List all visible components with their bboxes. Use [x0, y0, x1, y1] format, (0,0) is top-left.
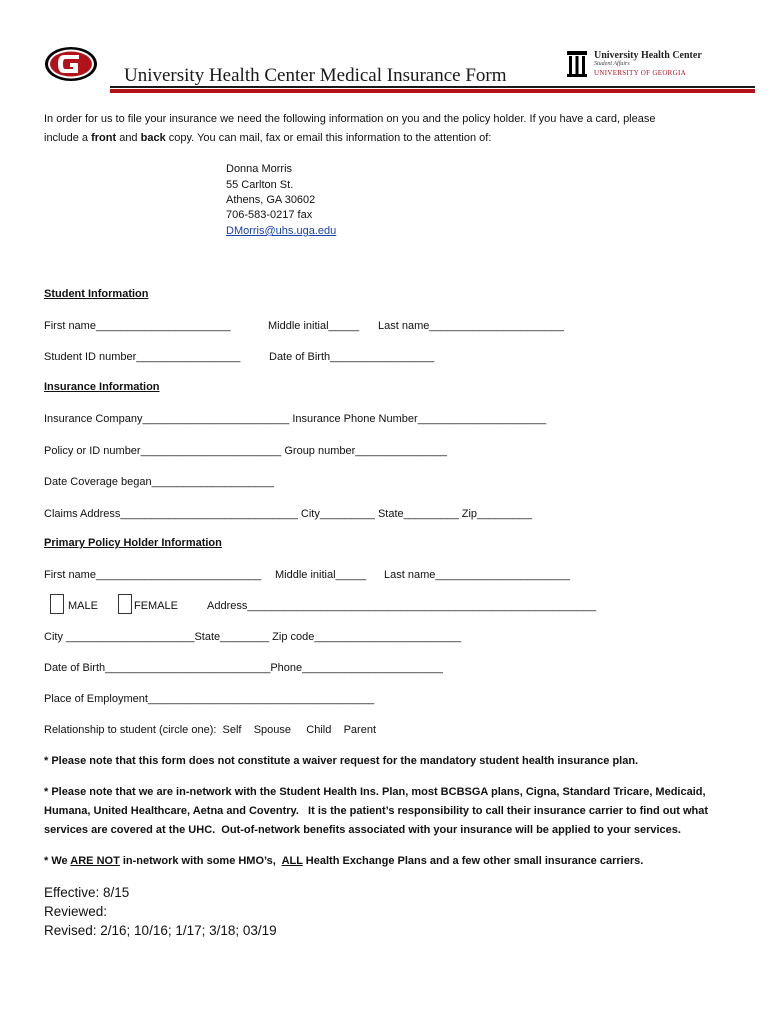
coverage-date-field[interactable]: Date Coverage began____________________: [44, 476, 274, 488]
title-rule-red: [110, 89, 755, 93]
note-text: Health Exchange Plans and a few other small insurance carriers.: [302, 855, 644, 867]
title-rule-black: [110, 86, 755, 88]
contact-street: 55 Carlton St.: [226, 179, 294, 191]
note-text: * We: [44, 855, 71, 867]
contact-email-link[interactable]: DMorris@uhs.uga.edu: [226, 225, 337, 237]
revised-dates: Revised: 2/16; 10/16; 1/17; 3/18; 03/19: [44, 923, 277, 938]
policy-number-field[interactable]: Policy or ID number_______________________ Group number_______________: [44, 445, 448, 457]
intro-back: back: [140, 132, 166, 144]
student-dob-field[interactable]: Date of Birth_________________: [269, 351, 435, 363]
insurance-info-heading: Insurance Information: [44, 381, 160, 393]
student-first-name-field[interactable]: First name______________________: [44, 320, 231, 332]
holder-dob-phone-field[interactable]: Date of Birth___________________________Phone_______________________: [44, 662, 443, 674]
network-note-line-1: * Please note that we are in-network with the Student Health Ins. Plan, most BCBSGA plans, Cigna, Standard Tricare, Medicaid,: [44, 786, 706, 798]
holder-address-field[interactable]: Address_________________________________________________________: [207, 600, 597, 612]
network-note-line-3: services are covered at the UHC. Out-of-network benefits associated with your insurance will be applied to your services.: [44, 824, 681, 836]
uhc-logo-subtitle: Student Affairs: [594, 61, 630, 67]
intro-text: and: [116, 132, 141, 144]
contact-fax: 706-583-0217 fax: [226, 209, 313, 221]
holder-city-state-zip-field[interactable]: City _____________________State________ Zip code________________________: [44, 631, 462, 643]
holder-last-name-field[interactable]: Last name______________________: [384, 569, 570, 581]
note-all: ALL: [281, 855, 303, 867]
student-info-heading: Student Information: [44, 288, 149, 300]
waiver-note: * Please note that this form does not constitute a waiver request for the mandatory student health insurance plan.: [44, 755, 639, 767]
intro-text: include a: [44, 132, 92, 144]
student-middle-initial-field[interactable]: Middle initial_____: [268, 320, 360, 332]
intro-text: copy. You can mail, fax or email this information to the attention of:: [165, 132, 492, 144]
uga-wordmark: UNIVERSITY OF GEORGIA: [594, 69, 686, 77]
policy-holder-heading: Primary Policy Holder Information: [44, 537, 222, 549]
holder-first-name-field[interactable]: First name___________________________: [44, 569, 262, 581]
student-id-field[interactable]: Student ID number_________________: [44, 351, 241, 363]
male-label: MALE: [68, 600, 98, 612]
intro-line-2: [44, 131, 491, 146]
intro-front: front: [91, 132, 117, 144]
female-checkbox[interactable]: [118, 594, 132, 614]
claims-address-field[interactable]: Claims Address_____________________________ City_________ State_________ Zip_________: [44, 508, 533, 520]
page-title: University Health Center Medical Insurance Form: [124, 65, 507, 86]
out-of-network-note: [44, 853, 643, 869]
holder-employment-field[interactable]: Place of Employment_____________________________________: [44, 693, 375, 705]
relationship-selector[interactable]: Relationship to student (circle one): Self Spouse Child Parent: [44, 724, 377, 736]
male-checkbox[interactable]: [50, 594, 64, 614]
uga-g-logo: [44, 46, 98, 82]
intro-line-1: In order for us to file your insurance we need the following information on you and the policy holder. If you have a card, please: [44, 113, 656, 125]
note-are-not: ARE NOT: [70, 855, 120, 867]
holder-middle-initial-field[interactable]: Middle initial_____: [275, 569, 367, 581]
note-text: in-network with some HMO’s,: [119, 855, 282, 867]
contact-city: Athens, GA 30602: [226, 194, 316, 206]
student-last-name-field[interactable]: Last name______________________: [378, 320, 564, 332]
uga-arch-icon: [566, 49, 588, 77]
reviewed-date: Reviewed:: [44, 904, 108, 919]
female-label: FEMALE: [134, 600, 179, 612]
insurance-company-field[interactable]: Insurance Company________________________ Insurance Phone Number_____________________: [44, 413, 547, 425]
network-note-line-2: Humana, United Healthcare, Aetna and Coventry. It is the patient’s responsibility to call their insurance carrier to find out what: [44, 805, 709, 817]
uhc-logo-name: University Health Center: [594, 50, 702, 61]
contact-name: Donna Morris: [226, 163, 293, 175]
effective-date: Effective: 8/15: [44, 885, 130, 900]
